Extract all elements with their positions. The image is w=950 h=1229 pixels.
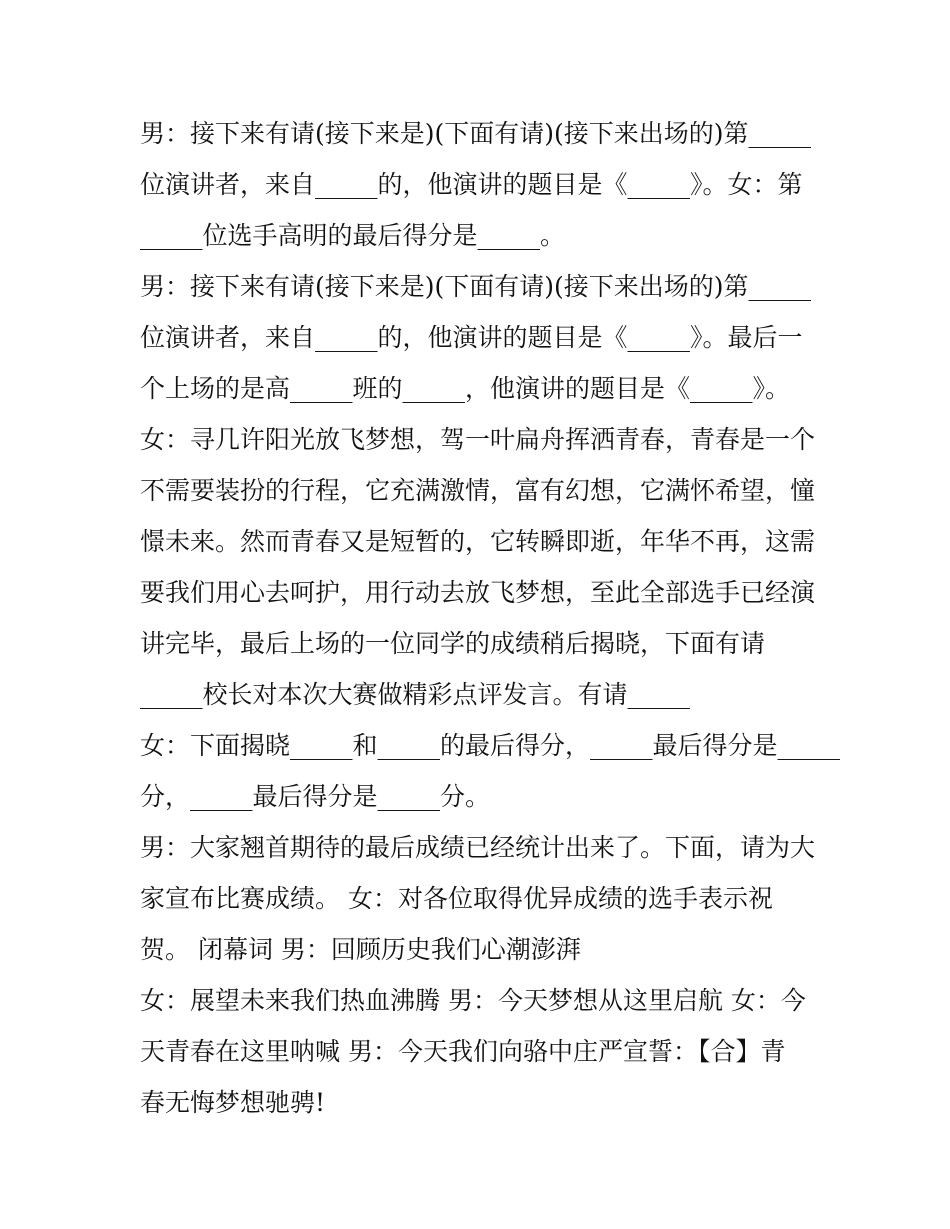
text-line: 要我们用心去呵护，用行动去放飞梦想，至此全部选手已经演 [140, 578, 816, 607]
document-body [140, 108, 841, 1128]
text-line: 分，_____最后得分是_____分。 [140, 782, 491, 811]
text-line: 女：下面揭晓_____和_____的最后得分，_____最后得分是_____ [140, 731, 841, 760]
text-line: 贺。 闭幕词 男：回顾历史我们心潮澎湃 [140, 935, 581, 964]
text-line: _____位选手高明的最后得分是_____。 [140, 221, 566, 250]
text-line: 憬未来。然而青春又是短暂的，它转瞬即逝，年华不再，这需 [140, 527, 816, 556]
text-line: 不需要装扮的行程，它充满激情，富有幻想，它满怀希望，憧 [140, 476, 816, 505]
text-line: 男：大家翘首期待的最后成绩已经统计出来了。下面，请为大 [140, 833, 816, 862]
text-line: 女：寻几许阳光放飞梦想，驾一叶扁舟挥洒青春，青春是一个 [140, 425, 816, 454]
text-line: 春无悔梦想驰骋! [140, 1088, 326, 1117]
text-line: 女：展望未来我们热血沸腾 男：今天梦想从这里启航 女：今 [140, 986, 806, 1015]
text-line: 个上场的是高_____班的_____，他演讲的题目是《_____》。 [140, 374, 791, 403]
text-line: 位演讲者，来自_____的，他演讲的题目是《_____》。最后一 [140, 323, 803, 352]
text-line: 位演讲者，来自_____的，他演讲的题目是《_____》。女：第 [140, 170, 803, 199]
text-line: _____校长对本次大赛做精彩点评发言。有请_____ [140, 680, 691, 709]
text-line: 家宣布比赛成绩。 女：对各位取得优异成绩的选手表示祝 [140, 884, 773, 913]
text-line: 男：接下来有请(接下来是)(下面有请)(接下来出场的)第_____ [140, 272, 812, 301]
text-line: 男：接下来有请(接下来是)(下面有请)(接下来出场的)第_____ [140, 119, 812, 148]
text-line: 天青春在这里呐喊 男：今天我们向骆中庄严宣誓：【合】青 [140, 1037, 786, 1066]
text-line: 讲完毕，最后上场的一位同学的成绩稍后揭晓，下面有请 [140, 629, 766, 658]
